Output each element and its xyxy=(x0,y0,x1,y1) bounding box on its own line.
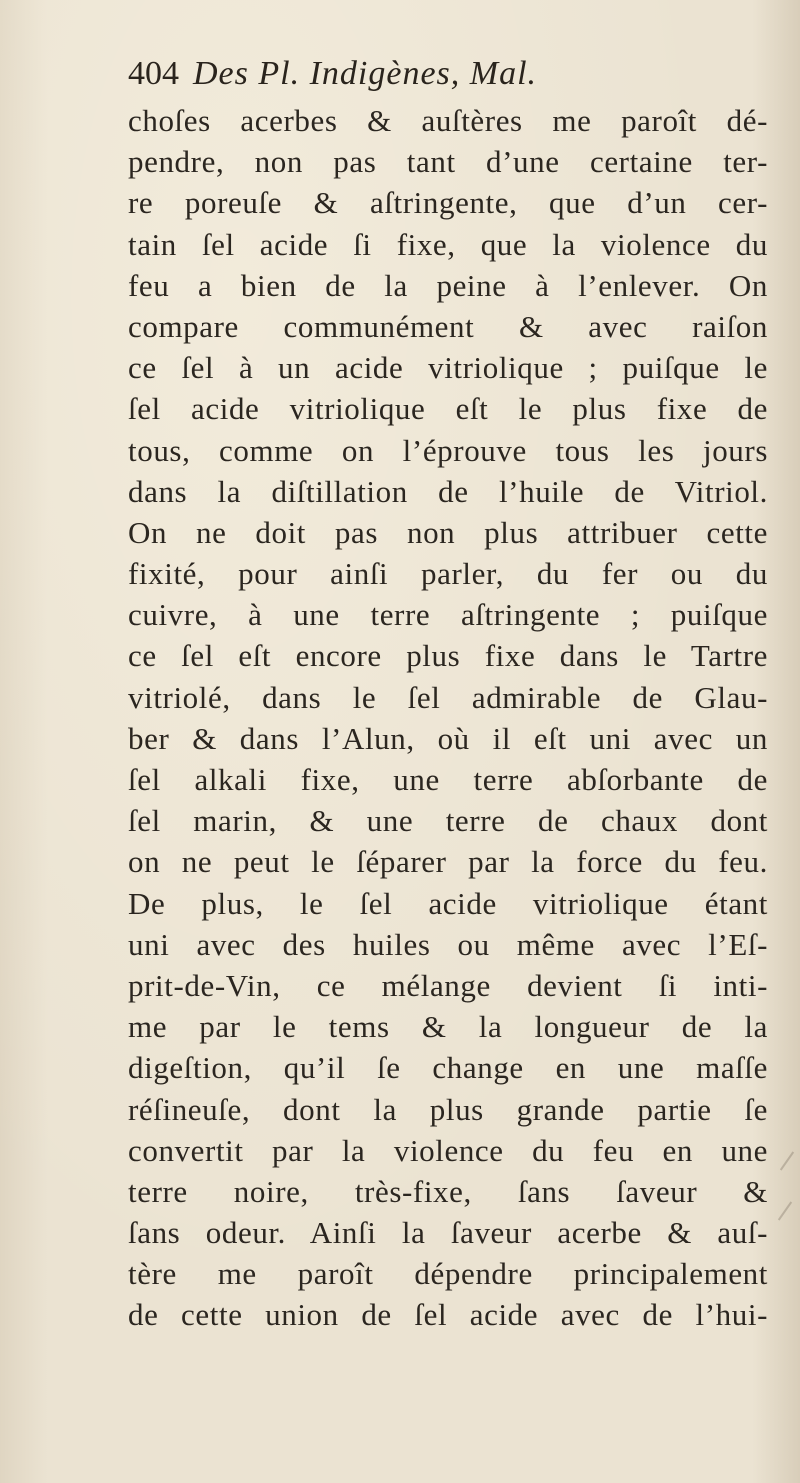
paper-blemish xyxy=(780,1151,794,1170)
text-line: cuivre, à une terre aſtringente ; puiſque xyxy=(128,597,768,633)
text-line: choſes acerbes & auſtères me paroît dé- xyxy=(128,103,768,138)
text-line: réſineuſe, dont la plus grande partie ſe xyxy=(128,1091,768,1127)
text-line: vitriolé, dans le ſel admirable de Glau- xyxy=(128,679,768,715)
text-line: re poreuſe & aſtringente, que d’un cer- xyxy=(128,185,768,221)
page-number: 404 xyxy=(128,55,179,92)
text-line: ſel acide vitriolique eſt le plus fixe de xyxy=(128,391,768,427)
text-line: ber & dans l’Alun, où il eſt uni avec un xyxy=(128,720,768,756)
text-line: on ne peut le ſéparer par la force du feu. xyxy=(128,844,768,880)
running-title: Des Pl. Indigènes, Mal. xyxy=(193,55,538,92)
text-line: fixité, pour ainſi parler, du fer ou du xyxy=(128,556,768,592)
text-line: ſel marin, & une terre de chaux dont xyxy=(128,803,768,839)
text-line: tain ſel acide ſi fixe, que la violence du xyxy=(128,226,768,262)
text-line: de cette union de ſel acide avec de l’hui- xyxy=(128,1297,768,1333)
text-line: terre noire, très-fixe, ſans ſaveur & xyxy=(128,1173,768,1209)
text-line: tère me paroît dépendre principalement xyxy=(128,1256,768,1292)
text-line: digeſtion, qu’il ſe change en une maſſe xyxy=(128,1050,768,1086)
text-line: ce ſel eſt encore plus fixe dans le Tartre xyxy=(128,638,768,674)
text-line: prit-de-Vin, ce mélange devient ſi inti- xyxy=(128,967,768,1003)
text-line: ſans odeur. Ainſi la ſaveur acerbe & auſ- xyxy=(128,1215,768,1251)
text-line: ſel alkali fixe, une terre abſorbante de xyxy=(128,762,768,797)
text-line: compare communément & avec raiſon xyxy=(128,308,768,344)
text-line: pendre, non pas tant d’une certaine ter- xyxy=(128,144,768,180)
text-line: convertit par la violence du feu en une xyxy=(128,1132,768,1168)
paper-blemish xyxy=(778,1201,792,1220)
text-line: uni avec des huiles ou même avec l’Eſ- xyxy=(128,926,768,962)
running-head xyxy=(128,52,768,96)
text-line: On ne doit pas non plus attribuer cette xyxy=(128,514,768,550)
text-line: ce ſel à un acide vitriolique ; puiſque le xyxy=(128,350,768,386)
body-text xyxy=(128,100,768,1336)
text-line: tous, comme on l’éprouve tous les jours xyxy=(128,432,768,468)
text-line: De plus, le ſel acide vitriolique étant xyxy=(128,885,768,921)
text-line: dans la diſtillation de l’huile de Vitriol. xyxy=(128,473,768,509)
text-line: feu a bien de la peine à l’enlever. On xyxy=(128,267,768,303)
text-line: me par le tems & la longueur de la xyxy=(128,1009,768,1045)
